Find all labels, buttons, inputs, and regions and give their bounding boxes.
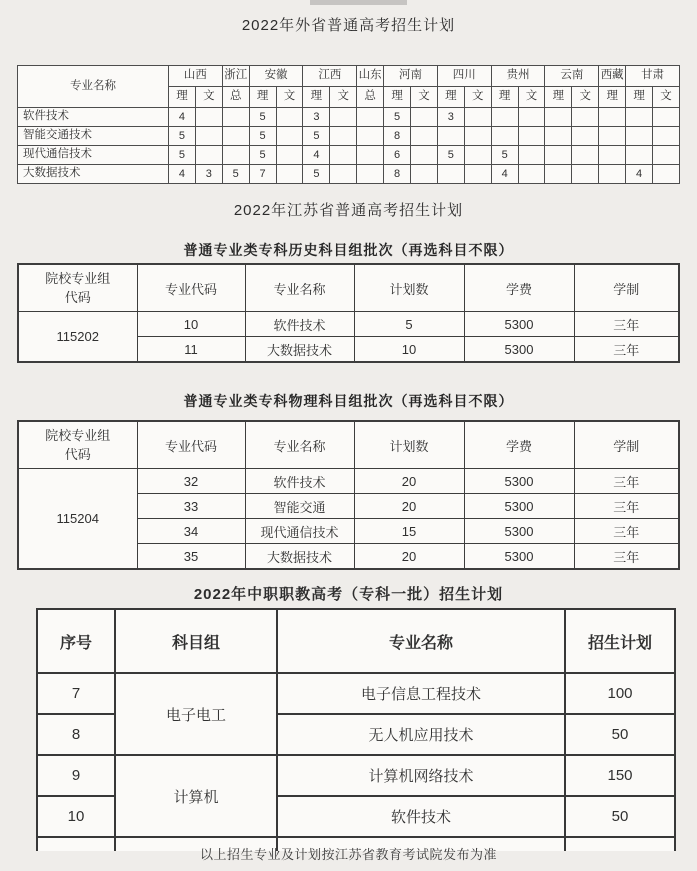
plan-value-cell: 5 bbox=[249, 127, 276, 146]
subject-header: 文 bbox=[464, 87, 491, 108]
out-province-table bbox=[17, 65, 680, 184]
plan-count-cell: 20 bbox=[354, 494, 464, 519]
plan-value-cell bbox=[411, 146, 438, 165]
subject-header: 理 bbox=[169, 87, 196, 108]
major-code-cell: 33 bbox=[137, 494, 245, 519]
major-code-cell: 10 bbox=[137, 312, 245, 337]
major-code-cell: 32 bbox=[137, 469, 245, 494]
province-header: 江西 bbox=[303, 66, 357, 87]
plan-value-cell bbox=[545, 165, 572, 184]
enroll-plan-cell: 50 bbox=[565, 796, 675, 837]
table-row bbox=[18, 469, 679, 494]
subject-header: 总 bbox=[222, 87, 249, 108]
serial-header: 序号 bbox=[37, 609, 115, 673]
plan-value-cell bbox=[518, 165, 545, 184]
subject-header: 总 bbox=[357, 87, 384, 108]
group-code-cell: 115204 bbox=[18, 469, 137, 570]
major-name-cell: 软件技术 bbox=[277, 796, 565, 837]
plan-value-cell bbox=[411, 108, 438, 127]
group-code-header: 院校专业组代码 bbox=[18, 264, 137, 312]
footer-note: 以上招生专业及计划按江苏省教育考试院发布为准 bbox=[199, 847, 497, 862]
serial-cell: 9 bbox=[37, 755, 115, 796]
subject-header: 文 bbox=[518, 87, 545, 108]
major-name-cell: 大数据技术 bbox=[18, 165, 169, 184]
subject-group-cell: 电子电工 bbox=[115, 673, 277, 755]
plan-value-cell: 5 bbox=[169, 127, 196, 146]
plan-value-cell bbox=[330, 108, 357, 127]
subject-header: 理 bbox=[626, 87, 653, 108]
header-row bbox=[18, 264, 679, 312]
plan-count-cell: 20 bbox=[354, 544, 464, 570]
major-name-cell: 现代通信技术 bbox=[18, 146, 169, 165]
major-code-cell: 34 bbox=[137, 519, 245, 544]
plan-value-cell: 5 bbox=[249, 146, 276, 165]
subject-header: 理 bbox=[384, 87, 411, 108]
plan-value-cell bbox=[518, 108, 545, 127]
plan-value-cell bbox=[195, 127, 222, 146]
plan-value-cell: 5 bbox=[384, 108, 411, 127]
vocational-plan-table bbox=[36, 608, 676, 851]
plan-value-cell: 3 bbox=[437, 108, 464, 127]
plan-value-cell bbox=[491, 108, 518, 127]
duration-cell: 三年 bbox=[574, 469, 679, 494]
enroll-plan-cell: 150 bbox=[565, 755, 675, 796]
major-name-cell: 软件技术 bbox=[18, 108, 169, 127]
plan-value-cell: 4 bbox=[169, 165, 196, 184]
header-row bbox=[18, 421, 679, 469]
province-header-row bbox=[18, 66, 680, 87]
major-name-cell: 计算机网络技术 bbox=[277, 755, 565, 796]
subject-header: 理 bbox=[491, 87, 518, 108]
plan-value-cell bbox=[599, 108, 626, 127]
table-row bbox=[18, 312, 679, 337]
plan-value-cell bbox=[518, 146, 545, 165]
province-header: 山西 bbox=[169, 66, 223, 87]
subject-header: 理 bbox=[599, 87, 626, 108]
duration-cell: 三年 bbox=[574, 494, 679, 519]
plan-count-cell: 10 bbox=[354, 337, 464, 363]
plan-value-cell: 5 bbox=[169, 146, 196, 165]
major-code-header: 专业代码 bbox=[137, 421, 245, 469]
tuition-cell: 5300 bbox=[464, 494, 574, 519]
enroll-plan-cell: 100 bbox=[565, 673, 675, 714]
major-name-cell: 软件技术 bbox=[245, 312, 354, 337]
jiangsu-title: 2022年江苏省普通高考招生计划 bbox=[233, 202, 464, 219]
major-name-cell: 智能交通 bbox=[245, 494, 354, 519]
subject-header: 文 bbox=[572, 87, 599, 108]
plan-value-cell bbox=[464, 165, 491, 184]
duration-cell: 三年 bbox=[574, 544, 679, 570]
plan-count-header: 计划数 bbox=[354, 264, 464, 312]
plan-value-cell: 3 bbox=[303, 108, 330, 127]
plan-value-cell bbox=[330, 127, 357, 146]
major-name-cell: 软件技术 bbox=[245, 469, 354, 494]
plan-value-cell: 4 bbox=[303, 146, 330, 165]
plan-value-cell: 6 bbox=[384, 146, 411, 165]
plan-value-cell: 4 bbox=[169, 108, 196, 127]
plan-value-cell bbox=[222, 146, 249, 165]
plan-value-cell: 8 bbox=[384, 165, 411, 184]
duration-header: 学制 bbox=[574, 264, 679, 312]
plan-value-cell bbox=[464, 146, 491, 165]
vocational-title: 2022年中职职教高考（专科一批）招生计划 bbox=[193, 586, 504, 603]
plan-count-cell: 5 bbox=[354, 312, 464, 337]
table-row bbox=[18, 146, 680, 165]
province-header: 甘肃 bbox=[626, 66, 680, 87]
table-row bbox=[37, 673, 675, 714]
subject-header: 理 bbox=[437, 87, 464, 108]
plan-value-cell bbox=[518, 127, 545, 146]
plan-value-cell bbox=[411, 127, 438, 146]
plan-value-cell bbox=[411, 165, 438, 184]
major-name-header: 专业名称 bbox=[245, 264, 354, 312]
plan-value-cell bbox=[545, 146, 572, 165]
serial-cell: 7 bbox=[37, 673, 115, 714]
major-name-cell: 电子信息工程技术 bbox=[277, 673, 565, 714]
cropped-top-fragment bbox=[310, 0, 407, 5]
province-header: 四川 bbox=[437, 66, 491, 87]
province-header: 西藏 bbox=[599, 66, 626, 87]
plan-value-cell bbox=[276, 146, 303, 165]
plan-value-cell bbox=[195, 108, 222, 127]
province-header: 浙江 bbox=[222, 66, 249, 87]
plan-value-cell bbox=[572, 127, 599, 146]
plan-value-cell bbox=[357, 108, 384, 127]
plan-value-cell bbox=[222, 127, 249, 146]
major-code-header: 专业代码 bbox=[137, 264, 245, 312]
plan-value-cell bbox=[653, 165, 680, 184]
plan-value-cell: 5 bbox=[249, 108, 276, 127]
plan-value-cell: 4 bbox=[491, 165, 518, 184]
province-header: 云南 bbox=[545, 66, 599, 87]
subject-header: 理 bbox=[303, 87, 330, 108]
corner-header-cell: 专业名称 bbox=[18, 66, 169, 108]
plan-value-cell bbox=[626, 108, 653, 127]
plan-value-cell bbox=[276, 165, 303, 184]
table-row bbox=[18, 127, 680, 146]
major-name-cell: 大数据技术 bbox=[245, 337, 354, 363]
plan-count-header: 计划数 bbox=[354, 421, 464, 469]
plan-value-cell bbox=[276, 108, 303, 127]
plan-value-cell bbox=[545, 127, 572, 146]
group-code-header: 院校专业组代码 bbox=[18, 421, 137, 469]
plan-count-cell: 15 bbox=[354, 519, 464, 544]
plan-value-cell: 4 bbox=[626, 165, 653, 184]
tuition-cell: 5300 bbox=[464, 519, 574, 544]
province-header: 山东 bbox=[357, 66, 384, 87]
enroll-plan-cell: 50 bbox=[565, 714, 675, 755]
plan-value-cell bbox=[437, 127, 464, 146]
subject-header: 文 bbox=[276, 87, 303, 108]
plan-value-cell bbox=[357, 146, 384, 165]
major-name-cell: 无人机应用技术 bbox=[277, 714, 565, 755]
plan-value-cell bbox=[653, 146, 680, 165]
plan-value-cell bbox=[545, 108, 572, 127]
plan-value-cell bbox=[626, 146, 653, 165]
plan-value-cell bbox=[653, 108, 680, 127]
tuition-header: 学费 bbox=[464, 264, 574, 312]
subject-header: 理 bbox=[545, 87, 572, 108]
subject-header: 文 bbox=[653, 87, 680, 108]
subject-header: 理 bbox=[249, 87, 276, 108]
plan-value-cell bbox=[276, 127, 303, 146]
serial-cell: 8 bbox=[37, 714, 115, 755]
tuition-cell: 5300 bbox=[464, 312, 574, 337]
major-name-cell: 现代通信技术 bbox=[245, 519, 354, 544]
plan-count-cell: 20 bbox=[354, 469, 464, 494]
plan-value-cell bbox=[599, 146, 626, 165]
plan-value-cell bbox=[653, 127, 680, 146]
out-province-title: 2022年外省普通高考招生计划 bbox=[241, 17, 456, 34]
plan-value-cell bbox=[195, 146, 222, 165]
plan-value-cell bbox=[626, 127, 653, 146]
plan-value-cell: 5 bbox=[303, 165, 330, 184]
plan-value-cell: 5 bbox=[303, 127, 330, 146]
tuition-header: 学费 bbox=[464, 421, 574, 469]
plan-value-cell bbox=[437, 165, 464, 184]
major-name-cell: 大数据技术 bbox=[245, 544, 354, 570]
plan-value-cell bbox=[357, 165, 384, 184]
table-row bbox=[18, 108, 680, 127]
tuition-cell: 5300 bbox=[464, 337, 574, 363]
header-row bbox=[37, 609, 675, 673]
enroll-plan-header: 招生计划 bbox=[565, 609, 675, 673]
subject-header: 文 bbox=[195, 87, 222, 108]
plan-value-cell: 5 bbox=[491, 146, 518, 165]
tuition-cell: 5300 bbox=[464, 469, 574, 494]
duration-cell: 三年 bbox=[574, 312, 679, 337]
major-name-cell: 智能交通技术 bbox=[18, 127, 169, 146]
subject-group-header: 科目组 bbox=[115, 609, 277, 673]
duration-header: 学制 bbox=[574, 421, 679, 469]
plan-value-cell bbox=[491, 127, 518, 146]
major-code-cell: 11 bbox=[137, 337, 245, 363]
plan-value-cell bbox=[330, 165, 357, 184]
plan-value-cell bbox=[357, 127, 384, 146]
major-name-header: 专业名称 bbox=[277, 609, 565, 673]
plan-value-cell: 5 bbox=[437, 146, 464, 165]
province-header: 河南 bbox=[384, 66, 438, 87]
history-batch-subtitle: 普通专业类专科历史科目组批次（再选科目不限） bbox=[183, 242, 514, 258]
plan-value-cell bbox=[572, 165, 599, 184]
plan-value-cell bbox=[330, 146, 357, 165]
duration-cell: 三年 bbox=[574, 519, 679, 544]
tuition-cell: 5300 bbox=[464, 544, 574, 570]
group-code-cell: 115202 bbox=[18, 312, 137, 363]
plan-value-cell bbox=[599, 127, 626, 146]
province-header: 安徽 bbox=[249, 66, 303, 87]
plan-value-cell: 8 bbox=[384, 127, 411, 146]
major-code-cell: 35 bbox=[137, 544, 245, 570]
subject-header: 文 bbox=[330, 87, 357, 108]
table-row bbox=[18, 165, 680, 184]
plan-value-cell: 3 bbox=[195, 165, 222, 184]
subject-group-cell: 计算机 bbox=[115, 755, 277, 837]
plan-value-cell bbox=[572, 146, 599, 165]
major-name-header: 专业名称 bbox=[245, 421, 354, 469]
province-header: 贵州 bbox=[491, 66, 545, 87]
physics-group-table bbox=[17, 420, 680, 570]
serial-cell: 10 bbox=[37, 796, 115, 837]
subject-header: 文 bbox=[411, 87, 438, 108]
plan-value-cell: 5 bbox=[222, 165, 249, 184]
plan-value-cell bbox=[464, 108, 491, 127]
plan-value-cell: 7 bbox=[249, 165, 276, 184]
plan-value-cell bbox=[572, 108, 599, 127]
history-group-table bbox=[17, 263, 680, 363]
plan-value-cell bbox=[599, 165, 626, 184]
table-row bbox=[37, 755, 675, 796]
plan-value-cell bbox=[222, 108, 249, 127]
duration-cell: 三年 bbox=[574, 337, 679, 363]
physics-batch-subtitle: 普通专业类专科物理科目组批次（再选科目不限） bbox=[183, 393, 514, 409]
plan-value-cell bbox=[464, 127, 491, 146]
